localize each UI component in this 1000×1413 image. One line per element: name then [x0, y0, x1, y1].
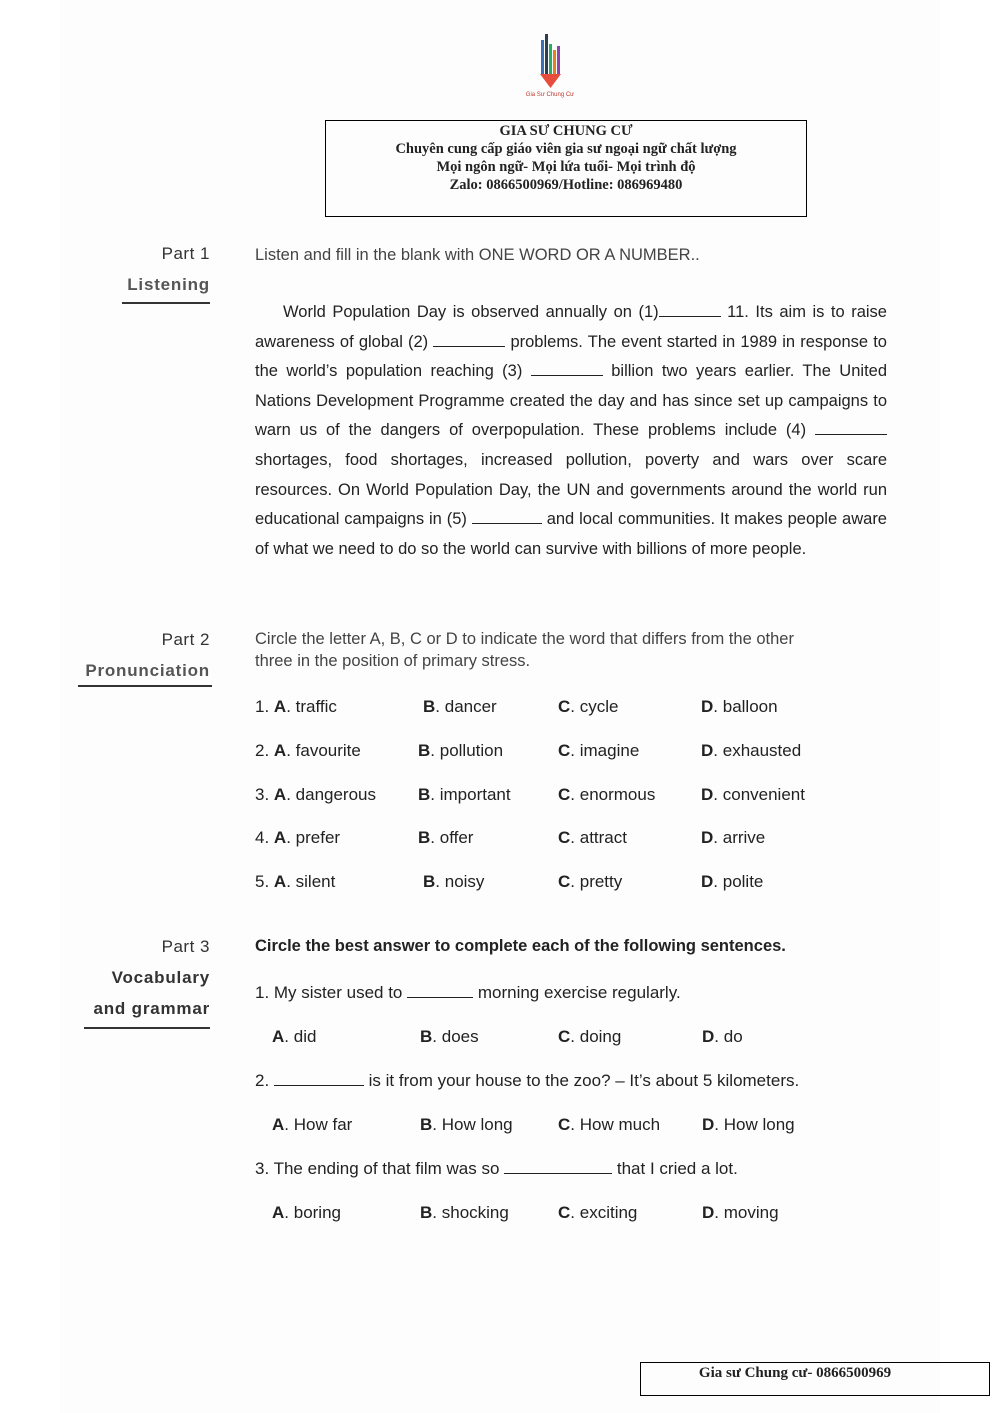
part1-instruction: Listen and fill in the blank with ONE WORD OR A NUMBER.. [255, 246, 700, 264]
pencil-bars-icon [520, 30, 580, 92]
option-a[interactable]: A. boring [272, 1203, 341, 1222]
passage-text-6: and local communities. It makes people aware of what we need to do so the world can survive with billions of more people. [255, 510, 887, 558]
pron-question-2 [255, 741, 875, 765]
option-b[interactable]: B. How long [420, 1115, 513, 1134]
option-c[interactable]: C. doing [558, 1027, 622, 1046]
vocab-options-3 [272, 1203, 892, 1227]
part2-underline [78, 685, 212, 687]
option-c[interactable]: C. attract [558, 828, 627, 847]
passage-text-5: shortages, food shortages, increased pollution, poverty and wars over scare resources. On World Population Day, the UN and governments around the world run educational campaigns in (5) [255, 450, 887, 529]
option-c[interactable]: C. pretty [558, 872, 623, 891]
option-c[interactable]: C. How much [558, 1115, 661, 1134]
pron-question-4 [255, 828, 875, 852]
option-b[interactable]: B. noisy [423, 872, 485, 891]
header-line-2: Mọi ngôn ngữ- Mọi lứa tuổi- Mọi trình độ [436, 159, 696, 175]
option-b[interactable]: B. shocking [420, 1203, 509, 1222]
blank[interactable] [504, 1161, 612, 1174]
logo-caption: Gia Sư Chung Cư [525, 92, 575, 98]
blank-2[interactable] [433, 334, 505, 347]
option-d[interactable]: D. exhausted [701, 741, 802, 760]
option-c[interactable]: C. cycle [558, 697, 619, 716]
logo [520, 30, 580, 102]
vocab-options-2 [272, 1115, 892, 1139]
option-b[interactable]: B. offer [418, 828, 474, 847]
option-d[interactable]: D. do [702, 1027, 743, 1046]
option-c[interactable]: C. imagine [558, 741, 640, 760]
pron-question-1 [255, 697, 875, 721]
part2-instruction-line2: three in the position of primary stress. [255, 652, 531, 670]
option-a[interactable]: 5. A. silent [255, 872, 336, 891]
option-b[interactable]: B. does [420, 1027, 479, 1046]
blank-3[interactable] [531, 363, 603, 376]
part2-label: Part 2 [161, 630, 210, 649]
pron-question-5 [255, 872, 875, 896]
option-d[interactable]: D. convenient [701, 785, 805, 804]
option-a[interactable]: 2. A. favourite [255, 741, 361, 760]
passage-text-2: 11. Its aim is to raise awareness of global (2) [255, 303, 887, 351]
header-box [325, 120, 807, 217]
part3-instruction: Circle the best answer to complete each of the following sentences. [255, 937, 786, 955]
blank-1[interactable] [659, 304, 721, 317]
part3-name-line2: and grammar [93, 999, 210, 1018]
header-title: GIA SƯ CHUNG CƯ [499, 123, 633, 139]
option-b[interactable]: B. pollution [418, 741, 504, 760]
passage-text-1: World Population Day is observed annually on (1) [283, 303, 659, 321]
part3-underline [84, 1027, 210, 1029]
listening-passage [255, 298, 887, 564]
part1-name: Listening [127, 275, 210, 294]
part1-underline [122, 302, 210, 304]
footer-text: Gia sư Chung cư- 0866500969 [698, 1365, 892, 1381]
option-d[interactable]: D. arrive [701, 828, 766, 847]
blank[interactable] [274, 1073, 364, 1086]
footer-box [640, 1362, 990, 1396]
option-d[interactable]: D. balloon [701, 697, 778, 716]
option-a[interactable]: 1. A. traffic [255, 697, 337, 716]
option-a[interactable]: A. How far [272, 1115, 353, 1134]
vocab-options-1 [272, 1027, 892, 1051]
part3-name-line1: Vocabulary [111, 968, 210, 987]
option-a[interactable]: A. did [272, 1027, 317, 1046]
blank-5[interactable] [472, 511, 542, 524]
passage-text-4: billion two years earlier. The United Nations Development Programme created the day and has since set up campaigns to warn us of the dangers of overpopulation. These problems include (4) [255, 362, 888, 440]
blank-4[interactable] [815, 422, 887, 435]
option-a[interactable]: 3. A. dangerous [255, 785, 376, 804]
part3-label: Part 3 [161, 937, 210, 956]
option-b[interactable]: B. important [418, 785, 511, 804]
option-c[interactable]: C. enormous [558, 785, 656, 804]
pron-question-3 [255, 785, 875, 809]
option-d[interactable]: D. moving [702, 1203, 779, 1222]
option-c[interactable]: C. exciting [558, 1203, 638, 1222]
option-d[interactable]: D. polite [701, 872, 764, 891]
header-line-3: Zalo: 0866500969/Hotline: 086969480 [449, 177, 683, 193]
part2-instruction-line1: Circle the letter A, B, C or D to indicate the word that differs from the other [255, 630, 794, 648]
header-line-1: Chuyên cung cấp giáo viên gia sư ngoại ngữ chất lượng [395, 141, 737, 157]
vocab-question-2: 2. is it from your house to the zoo? – It’s about 5 kilometers. [255, 1071, 800, 1090]
passage-text-3: problems. The event started in 1989 in response to the world’s population reaching (3) [255, 332, 887, 381]
part1-label: Part 1 [161, 244, 210, 263]
vocab-question-1: 1. My sister used to morning exercise regularly. [255, 983, 681, 1002]
option-d[interactable]: D. How long [702, 1115, 795, 1134]
option-a[interactable]: 4. A. prefer [255, 828, 341, 847]
vocab-question-3: 3. The ending of that film was so that I cried a lot. [255, 1159, 738, 1178]
option-b[interactable]: B. dancer [423, 697, 497, 716]
blank[interactable] [407, 985, 473, 998]
part2-name: Pronunciation [85, 661, 210, 680]
